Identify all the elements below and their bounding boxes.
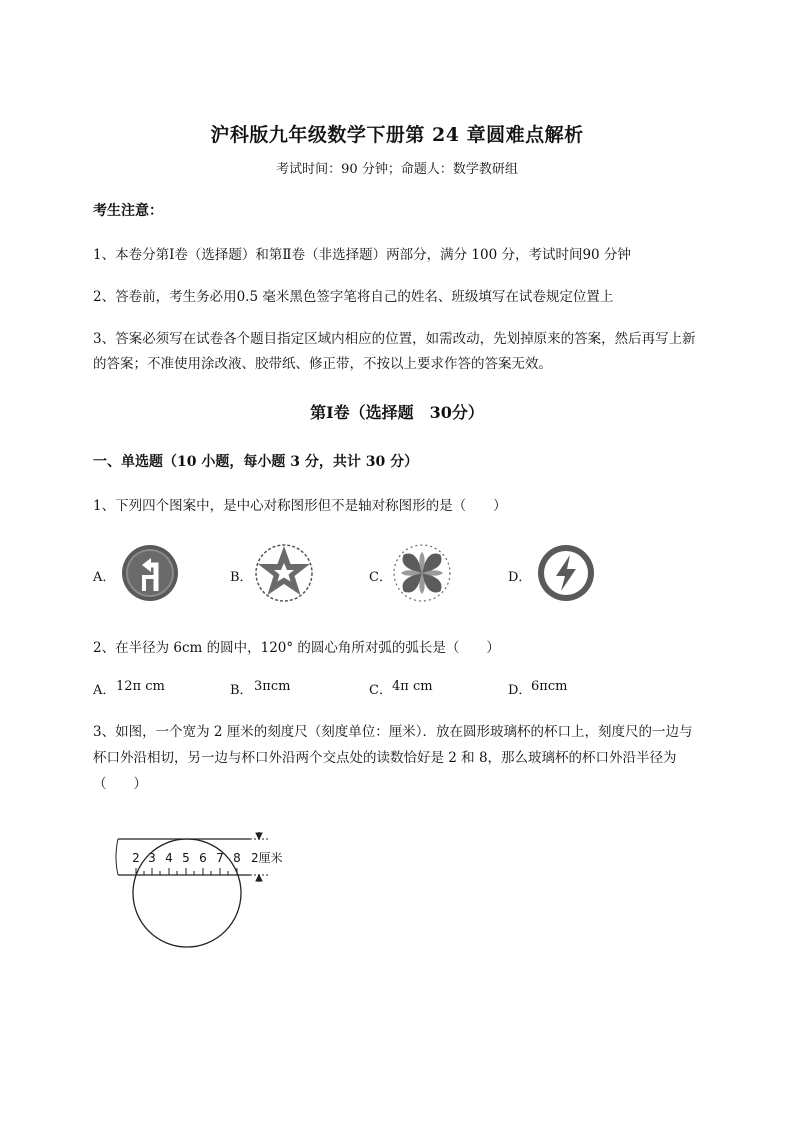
question-3-stem-line-1: 3、如图，一个宽为 2 厘米的刻度尺（刻度单位：厘米）．放在圆形玻璃杯的杯口上，刻度尺的一边与	[93, 724, 693, 740]
question-3-stem-line-3: （ ）	[93, 776, 147, 792]
ruler-number: 7	[216, 851, 224, 865]
note-item-3-cont: 的答案；不准使用涂改液、胶带纸、修正带，不按以上要求作答的答案无效。	[93, 356, 552, 372]
ruler-number: 4	[165, 851, 173, 865]
ruler-number: 6	[199, 851, 207, 865]
page-title: 沪科版九年级数学下册第 24 章圆难点解析	[210, 124, 584, 146]
ruler-width-label: 2厘米	[251, 851, 283, 865]
question-1-stem: 1、下列四个图案中，是中心对称图形但不是轴对称图形的是（ ）	[93, 498, 507, 514]
q2-option-b-text: 3πcm	[254, 679, 291, 694]
q2-option-c-label: C．	[369, 683, 392, 698]
lightning-bolt-icon	[536, 543, 596, 603]
q2-option-d-label: D．	[508, 683, 532, 698]
q2-option-c-text: 4π cm	[392, 679, 433, 694]
turn-arrow-sign-icon	[120, 543, 180, 603]
part-heading: 一、单选题（10 小题，每小题 3 分，共计 30 分）	[93, 454, 419, 470]
q1-option-b-label: B．	[230, 570, 253, 585]
note-item-2: 2、答卷前，考生务必用0.5 毫米黑色签字笔将自己的姓名、班级填写在试卷规定位置上	[93, 289, 614, 305]
notes-heading: 考生注意：	[93, 203, 163, 219]
q1-option-d-label: D．	[508, 570, 532, 585]
ruler-number: 2	[132, 851, 140, 865]
ruler-number: 3	[148, 851, 156, 865]
question-3-stem-line-2: 杯口外沿相切，另一边与杯口外沿两个交点处的读数恰好是 2 和 8，那么玻璃杯的杯口外沿半径为	[93, 750, 677, 766]
section-title: 第Ⅰ卷（选择题 30分）	[310, 403, 484, 422]
note-item-3: 3、答案必须写在试卷各个题目指定区域内相应的位置，如需改动，先划掉原来的答案，然后再写上新	[93, 331, 696, 347]
ruler-number: 5	[182, 851, 190, 865]
four-petal-icon	[392, 543, 452, 603]
q2-option-d-text: 6πcm	[531, 679, 568, 694]
ruler-circle-figure	[110, 828, 290, 958]
q2-option-a-text: 12π cm	[116, 679, 165, 694]
q1-option-c-label: C．	[369, 570, 392, 585]
q2-option-b-label: B．	[230, 683, 253, 698]
q1-option-a-label: A．	[93, 570, 116, 585]
question-2-stem: 2、在半径为 6cm 的圆中，120° 的圆心角所对弧的弧长是（ ）	[93, 640, 500, 656]
ruler-number: 8	[233, 851, 241, 865]
exam-info: 考试时间：90 分钟；命题人：数学教研组	[276, 162, 518, 177]
q2-option-a-label: A．	[93, 683, 116, 698]
note-item-1: 1、本卷分第Ⅰ卷（选择题）和第Ⅱ卷（非选择题）两部分，满分 100 分，考试时间90 分钟	[93, 247, 631, 263]
star-in-circle-icon	[254, 543, 314, 603]
